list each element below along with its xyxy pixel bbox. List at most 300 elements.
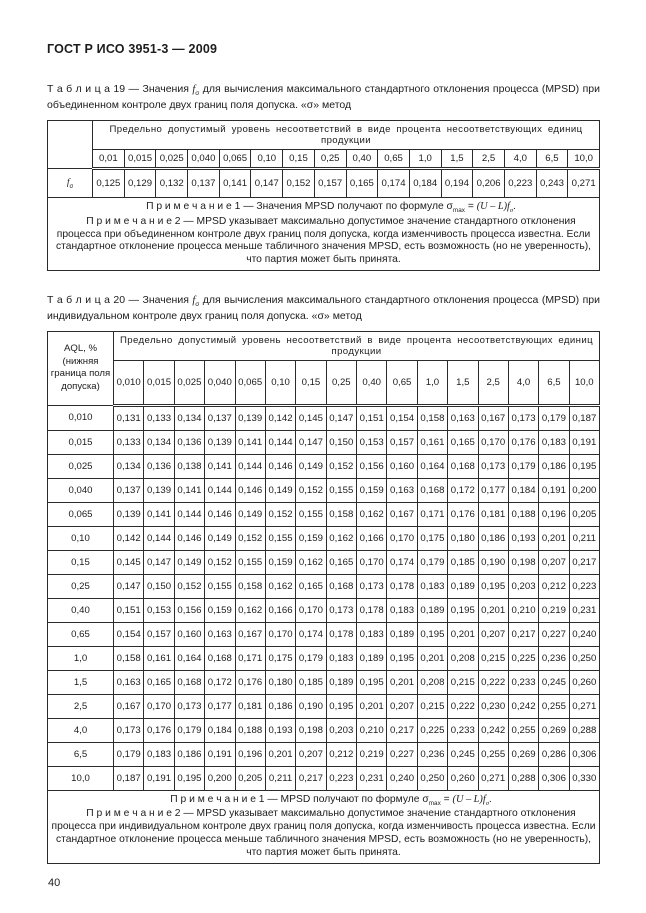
table-cell: 0,139 bbox=[235, 405, 265, 430]
table20-notes-row bbox=[48, 790, 600, 863]
table-cell: 0,183 bbox=[357, 622, 387, 646]
table-cell: 0,260 bbox=[448, 766, 478, 790]
table-cell: 0,175 bbox=[265, 646, 295, 670]
table-cell: 0,193 bbox=[508, 526, 538, 550]
table-cell: 0,152 bbox=[265, 502, 295, 526]
table-cell: 0,146 bbox=[174, 526, 204, 550]
table-cell: 0,147 bbox=[326, 405, 356, 430]
table-cell: 0,255 bbox=[478, 742, 508, 766]
table-cell: 0,146 bbox=[205, 502, 235, 526]
table-cell: 0,167 bbox=[114, 694, 144, 718]
table-cell: 0,240 bbox=[569, 622, 599, 646]
table19-notes-row bbox=[48, 198, 600, 271]
table20-body bbox=[48, 405, 600, 790]
table-cell: 0,149 bbox=[205, 526, 235, 550]
table-cell: 0,162 bbox=[235, 598, 265, 622]
table-cell: 0,156 bbox=[174, 598, 204, 622]
table-cell: 0,154 bbox=[387, 405, 417, 430]
table-cell: 0,223 bbox=[569, 574, 599, 598]
table-cell: 0,152 bbox=[235, 526, 265, 550]
table-cell: 0,131 bbox=[114, 405, 144, 430]
table-cell: 0,179 bbox=[296, 646, 326, 670]
column-header: 0,065 bbox=[219, 149, 251, 168]
table-cell: 0,236 bbox=[417, 742, 447, 766]
table-cell: 0,164 bbox=[417, 454, 447, 478]
table-cell: 0,160 bbox=[387, 454, 417, 478]
table-cell: 0,217 bbox=[387, 718, 417, 742]
table-cell: 0,171 bbox=[417, 502, 447, 526]
note2-label: П р и м е ч а н и е 2 bbox=[86, 808, 181, 820]
table-cell: 0,173 bbox=[357, 574, 387, 598]
table-cell: 0,187 bbox=[114, 766, 144, 790]
table-cell: 0,147 bbox=[251, 168, 283, 198]
table-cell: 0,159 bbox=[357, 478, 387, 502]
table-cell: 0,225 bbox=[508, 646, 538, 670]
table-cell: 0,170 bbox=[357, 550, 387, 574]
table-cell: 0,179 bbox=[174, 718, 204, 742]
table-cell: 0,141 bbox=[205, 454, 235, 478]
table-cell: 0,162 bbox=[265, 574, 295, 598]
mpsd-formula: $\sigma_{max} = (U - L)f_\sigma$. bbox=[422, 793, 492, 808]
table-cell: 0,208 bbox=[417, 670, 447, 694]
table-cell: 0,243 bbox=[536, 168, 568, 198]
table-row bbox=[48, 405, 600, 430]
table-cell: 0,144 bbox=[265, 430, 295, 454]
table-cell: 0,255 bbox=[508, 718, 538, 742]
table-cell: 0,288 bbox=[569, 718, 599, 742]
table-cell: 0,133 bbox=[114, 430, 144, 454]
table-cell: 0,138 bbox=[174, 454, 204, 478]
table-cell: 0,195 bbox=[417, 622, 447, 646]
table-cell: 0,152 bbox=[205, 550, 235, 574]
table-cell: 0,190 bbox=[296, 694, 326, 718]
table-cell: 0,176 bbox=[235, 670, 265, 694]
table-cell: 0,189 bbox=[357, 646, 387, 670]
column-header: 6,5 bbox=[539, 360, 569, 405]
table-cell: 0,177 bbox=[205, 694, 235, 718]
table20-caption-label: Т а б л и ц а 20 — Значения bbox=[47, 294, 193, 307]
table-cell: 0,147 bbox=[144, 550, 174, 574]
aql-value: 1,5 bbox=[48, 670, 114, 694]
table-cell: 0,206 bbox=[473, 168, 505, 198]
table-cell: 0,157 bbox=[144, 622, 174, 646]
table-cell: 0,165 bbox=[346, 168, 378, 198]
table-row bbox=[48, 694, 600, 718]
table-cell: 0,217 bbox=[508, 622, 538, 646]
table-cell: 0,177 bbox=[478, 478, 508, 502]
table-row bbox=[48, 478, 600, 502]
table-cell: 0,142 bbox=[265, 405, 295, 430]
table-cell: 0,188 bbox=[235, 718, 265, 742]
table-cell: 0,201 bbox=[265, 742, 295, 766]
table-cell: 0,210 bbox=[508, 598, 538, 622]
aql-value: 0,15 bbox=[48, 550, 114, 574]
table-cell: 0,174 bbox=[378, 168, 410, 198]
table19-caption-text: для вычисления максимального стандартного отклонения процесса (MPSD) при объединенном контроле двух границ поля допуска. «σ» метод bbox=[47, 83, 601, 111]
column-header: 10,0 bbox=[569, 360, 599, 405]
table-cell: 0,155 bbox=[205, 574, 235, 598]
table-cell: 0,176 bbox=[448, 502, 478, 526]
table-cell: 0,219 bbox=[357, 742, 387, 766]
table-cell: 0,288 bbox=[508, 766, 538, 790]
table-cell: 0,137 bbox=[205, 405, 235, 430]
table-cell: 0,158 bbox=[326, 502, 356, 526]
column-header: 10,0 bbox=[568, 149, 600, 168]
table-cell: 0,136 bbox=[144, 454, 174, 478]
table-cell: 0,153 bbox=[144, 598, 174, 622]
aql-value: 6,5 bbox=[48, 742, 114, 766]
table-cell: 0,186 bbox=[174, 742, 204, 766]
table-cell: 0,306 bbox=[539, 766, 569, 790]
table-cell: 0,215 bbox=[417, 694, 447, 718]
table-cell: 0,212 bbox=[326, 742, 356, 766]
table-cell: 0,227 bbox=[539, 622, 569, 646]
table-cell: 0,137 bbox=[114, 478, 144, 502]
table-cell: 0,196 bbox=[235, 742, 265, 766]
table-cell: 0,286 bbox=[539, 742, 569, 766]
f-sigma-subscript: σ bbox=[195, 90, 200, 98]
table-cell: 0,183 bbox=[387, 598, 417, 622]
table-row bbox=[48, 502, 600, 526]
table-cell: 0,330 bbox=[569, 766, 599, 790]
table-cell: 0,260 bbox=[569, 670, 599, 694]
table-cell: 0,271 bbox=[568, 168, 600, 198]
table-cell: 0,170 bbox=[478, 430, 508, 454]
table-cell: 0,212 bbox=[539, 574, 569, 598]
table-cell: 0,152 bbox=[174, 574, 204, 598]
table-cell: 0,163 bbox=[114, 670, 144, 694]
column-header: 0,25 bbox=[314, 149, 346, 168]
table-cell: 0,170 bbox=[144, 694, 174, 718]
table-row bbox=[48, 742, 600, 766]
table-cell: 0,195 bbox=[357, 670, 387, 694]
table-cell: 0,200 bbox=[569, 478, 599, 502]
table-row bbox=[48, 574, 600, 598]
f-symbol: f bbox=[66, 176, 70, 188]
table-cell: 0,207 bbox=[296, 742, 326, 766]
table-row bbox=[48, 670, 600, 694]
note1-text: — MPSD получают по формуле bbox=[264, 793, 423, 805]
table-cell: 0,168 bbox=[174, 670, 204, 694]
table-cell: 0,205 bbox=[569, 502, 599, 526]
column-header: 0,040 bbox=[205, 360, 235, 405]
table20-span-header-row bbox=[48, 331, 600, 360]
table-cell: 0,271 bbox=[569, 694, 599, 718]
table-cell: 0,195 bbox=[569, 454, 599, 478]
table-cell: 0,219 bbox=[539, 598, 569, 622]
table-cell: 0,132 bbox=[156, 168, 188, 198]
table-cell: 0,179 bbox=[539, 405, 569, 430]
table-cell: 0,189 bbox=[417, 598, 447, 622]
column-header: 1,5 bbox=[441, 149, 473, 168]
table-cell: 0,269 bbox=[539, 718, 569, 742]
column-header: 0,65 bbox=[378, 149, 410, 168]
table-cell: 0,150 bbox=[144, 574, 174, 598]
table-cell: 0,158 bbox=[417, 405, 447, 430]
note2-label: П р и м е ч а н и е 2 bbox=[86, 215, 181, 227]
table-cell: 0,215 bbox=[448, 670, 478, 694]
aql-value: 0,40 bbox=[48, 598, 114, 622]
table-cell: 0,198 bbox=[508, 550, 538, 574]
table-cell: 0,183 bbox=[417, 574, 447, 598]
table-cell: 0,207 bbox=[539, 550, 569, 574]
table-cell: 0,164 bbox=[174, 646, 204, 670]
column-header: 0,015 bbox=[144, 360, 174, 405]
column-header: 0,025 bbox=[156, 149, 188, 168]
table-cell: 0,180 bbox=[448, 526, 478, 550]
f-sigma-subscript: σ bbox=[195, 301, 200, 309]
aql-value: 0,065 bbox=[48, 502, 114, 526]
table-cell: 0,136 bbox=[174, 430, 204, 454]
table-cell: 0,240 bbox=[387, 766, 417, 790]
table-cell: 0,159 bbox=[296, 526, 326, 550]
table-cell: 0,184 bbox=[508, 478, 538, 502]
table-cell: 0,162 bbox=[357, 502, 387, 526]
table-cell: 0,230 bbox=[478, 694, 508, 718]
table20-caption bbox=[47, 294, 600, 324]
table-cell: 0,222 bbox=[448, 694, 478, 718]
table-cell: 0,207 bbox=[387, 694, 417, 718]
aql-value: 4,0 bbox=[48, 718, 114, 742]
column-header: 0,025 bbox=[174, 360, 204, 405]
table-cell: 0,222 bbox=[478, 670, 508, 694]
note2-text: — MPSD указывает максимально допустимое значение стандартного отклонения процесса при индивидуальном контроле двух границ поля допуска, когда изменчивость процесса известна. Если стандартное отклонение процесса меньше табличного значения MPSD, есть возможность (но не уверенность), что партия может быть принята. bbox=[51, 808, 596, 858]
column-header: 0,15 bbox=[296, 360, 326, 405]
table-cell: 0,191 bbox=[205, 742, 235, 766]
table-cell: 0,198 bbox=[296, 718, 326, 742]
table-cell: 0,223 bbox=[326, 766, 356, 790]
table-cell: 0,134 bbox=[144, 430, 174, 454]
mpsd-formula: $\sigma_{max} = (U - L)f_\sigma$. bbox=[446, 201, 516, 215]
table-row bbox=[48, 646, 600, 670]
table-cell: 0,134 bbox=[174, 405, 204, 430]
table20-note-1 bbox=[48, 794, 599, 808]
table-cell: 0,173 bbox=[174, 694, 204, 718]
table-cell: 0,189 bbox=[448, 574, 478, 598]
table-cell: 0,160 bbox=[174, 622, 204, 646]
table-cell: 0,178 bbox=[326, 622, 356, 646]
table20-column-header-row bbox=[48, 360, 600, 405]
table-cell: 0,145 bbox=[296, 405, 326, 430]
table19-caption-label: Т а б л и ц а 19 — Значения bbox=[47, 83, 193, 95]
table19-column-header-row bbox=[48, 149, 600, 168]
aql-value: 10,0 bbox=[48, 766, 114, 790]
table-cell: 0,245 bbox=[539, 670, 569, 694]
table-cell: 0,180 bbox=[265, 670, 295, 694]
table-cell: 0,178 bbox=[387, 574, 417, 598]
table-cell: 0,190 bbox=[478, 550, 508, 574]
table-cell: 0,165 bbox=[296, 574, 326, 598]
table-cell: 0,144 bbox=[205, 478, 235, 502]
table-cell: 0,147 bbox=[296, 430, 326, 454]
table-row bbox=[48, 526, 600, 550]
table-row bbox=[48, 718, 600, 742]
aql-value: 0,10 bbox=[48, 526, 114, 550]
table-cell: 0,201 bbox=[357, 694, 387, 718]
table19-notes bbox=[48, 198, 600, 271]
table-cell: 0,139 bbox=[114, 502, 144, 526]
aql-value: 0,65 bbox=[48, 622, 114, 646]
table-cell: 0,201 bbox=[417, 646, 447, 670]
aql-value: 0,015 bbox=[48, 430, 114, 454]
table-cell: 0,141 bbox=[174, 478, 204, 502]
table-cell: 0,133 bbox=[144, 405, 174, 430]
table-cell: 0,168 bbox=[417, 478, 447, 502]
table-cell: 0,225 bbox=[417, 718, 447, 742]
note1-label: П р и м е ч а н и е 1 bbox=[146, 201, 241, 213]
table-row bbox=[48, 622, 600, 646]
table-cell: 0,149 bbox=[265, 478, 295, 502]
column-header: 0,01 bbox=[93, 149, 125, 168]
table-cell: 0,134 bbox=[114, 454, 144, 478]
table-cell: 0,236 bbox=[539, 646, 569, 670]
f-sigma-symbol: f bbox=[192, 84, 196, 95]
table-cell: 0,176 bbox=[508, 430, 538, 454]
table-cell: 0,208 bbox=[448, 646, 478, 670]
table-cell: 0,150 bbox=[326, 430, 356, 454]
table-cell: 0,147 bbox=[114, 574, 144, 598]
column-header: 0,15 bbox=[283, 149, 315, 168]
table-cell: 0,163 bbox=[448, 405, 478, 430]
table-cell: 0,173 bbox=[508, 405, 538, 430]
table-cell: 0,205 bbox=[235, 766, 265, 790]
table19-span-header: Предельно допустимый уровень несоответствий в виде процента несоответствующих единиц продукции bbox=[93, 120, 600, 149]
table-cell: 0,168 bbox=[326, 574, 356, 598]
aql-value: 0,010 bbox=[48, 405, 114, 430]
table-cell: 0,145 bbox=[114, 550, 144, 574]
column-header: 6,5 bbox=[536, 149, 568, 168]
table-cell: 0,193 bbox=[265, 718, 295, 742]
table-cell: 0,144 bbox=[144, 526, 174, 550]
table-cell: 0,183 bbox=[326, 646, 356, 670]
table-cell: 0,153 bbox=[357, 430, 387, 454]
table19-caption bbox=[47, 83, 600, 113]
table-cell: 0,175 bbox=[417, 526, 447, 550]
table20-notes bbox=[48, 790, 600, 863]
table-cell: 0,217 bbox=[296, 766, 326, 790]
table-cell: 0,146 bbox=[235, 478, 265, 502]
table-cell: 0,191 bbox=[144, 766, 174, 790]
table-cell: 0,159 bbox=[265, 550, 295, 574]
table-cell: 0,158 bbox=[114, 646, 144, 670]
table-cell: 0,151 bbox=[357, 405, 387, 430]
table-cell: 0,139 bbox=[205, 430, 235, 454]
table-cell: 0,165 bbox=[144, 670, 174, 694]
column-header: 1,5 bbox=[448, 360, 478, 405]
table-cell: 0,167 bbox=[478, 405, 508, 430]
table-cell: 0,141 bbox=[219, 168, 251, 198]
column-header: 0,065 bbox=[235, 360, 265, 405]
column-header: 4,0 bbox=[504, 149, 536, 168]
table-cell: 0,200 bbox=[205, 766, 235, 790]
table-cell: 0,155 bbox=[235, 550, 265, 574]
table-cell: 0,223 bbox=[504, 168, 536, 198]
table-cell: 0,173 bbox=[326, 598, 356, 622]
table-cell: 0,203 bbox=[326, 718, 356, 742]
column-header: 1,0 bbox=[417, 360, 447, 405]
table-row bbox=[48, 168, 600, 198]
table-cell: 0,211 bbox=[265, 766, 295, 790]
table-cell: 0,149 bbox=[235, 502, 265, 526]
column-header: 0,40 bbox=[346, 149, 378, 168]
table-cell: 0,137 bbox=[188, 168, 220, 198]
table-cell: 0,201 bbox=[448, 622, 478, 646]
aql-value: 2,5 bbox=[48, 694, 114, 718]
table-cell: 0,141 bbox=[235, 430, 265, 454]
table-cell: 0,146 bbox=[265, 454, 295, 478]
table20-note-2 bbox=[48, 808, 599, 860]
table-cell: 0,178 bbox=[357, 598, 387, 622]
table-cell: 0,189 bbox=[326, 670, 356, 694]
table19-corner-cell bbox=[48, 120, 93, 168]
page-number: 40 bbox=[48, 876, 61, 889]
table-cell: 0,227 bbox=[387, 742, 417, 766]
table-cell: 0,179 bbox=[508, 454, 538, 478]
table-cell: 0,183 bbox=[539, 430, 569, 454]
column-header: 1,0 bbox=[409, 149, 441, 168]
table-cell: 0,179 bbox=[114, 742, 144, 766]
table-cell: 0,158 bbox=[235, 574, 265, 598]
table-cell: 0,149 bbox=[296, 454, 326, 478]
table-cell: 0,186 bbox=[478, 526, 508, 550]
table-cell: 0,250 bbox=[569, 646, 599, 670]
table-cell: 0,173 bbox=[478, 454, 508, 478]
column-header: 0,015 bbox=[124, 149, 156, 168]
table20-span-header: Предельно допустимый уровень несоответствий в виде процента несоответствующих единиц продукции bbox=[114, 331, 600, 360]
table19-note-1 bbox=[48, 201, 599, 215]
table-cell: 0,191 bbox=[569, 430, 599, 454]
table-cell: 0,152 bbox=[296, 478, 326, 502]
table-row bbox=[48, 598, 600, 622]
table20 bbox=[47, 331, 600, 864]
table-cell: 0,188 bbox=[508, 502, 538, 526]
table-cell: 0,162 bbox=[326, 526, 356, 550]
table-cell: 0,242 bbox=[478, 718, 508, 742]
aql-value: 0,25 bbox=[48, 574, 114, 598]
table-cell: 0,144 bbox=[235, 454, 265, 478]
column-header: 0,10 bbox=[265, 360, 295, 405]
table-cell: 0,174 bbox=[387, 550, 417, 574]
table-cell: 0,144 bbox=[174, 502, 204, 526]
column-header: 4,0 bbox=[508, 360, 538, 405]
table-cell: 0,154 bbox=[114, 622, 144, 646]
f-sigma-symbol: f bbox=[192, 295, 196, 307]
column-header: 0,40 bbox=[357, 360, 387, 405]
table-cell: 0,195 bbox=[174, 766, 204, 790]
table-cell: 0,161 bbox=[144, 646, 174, 670]
table-cell: 0,185 bbox=[448, 550, 478, 574]
note1-text: — Значения MPSD получают по формуле bbox=[240, 201, 447, 213]
table-cell: 0,186 bbox=[539, 454, 569, 478]
table-cell: 0,152 bbox=[283, 168, 315, 198]
table-cell: 0,155 bbox=[265, 526, 295, 550]
table-cell: 0,255 bbox=[539, 694, 569, 718]
table-cell: 0,165 bbox=[326, 550, 356, 574]
table-cell: 0,195 bbox=[326, 694, 356, 718]
note2-text: — MPSD указывает максимально допустимое значение стандартного отклонения процесса при объединенном контроле двух границ поля допуска, когда изменчивость процесса известна. Если стандартное отклонение процесса меньше табличного значения MPSD, есть возможность (но не уверенность), что партия может быть принята. bbox=[56, 215, 591, 266]
table-cell: 0,173 bbox=[114, 718, 144, 742]
table-cell: 0,165 bbox=[448, 430, 478, 454]
table-cell: 0,170 bbox=[296, 598, 326, 622]
table-cell: 0,207 bbox=[478, 622, 508, 646]
table-cell: 0,201 bbox=[539, 526, 569, 550]
table-cell: 0,269 bbox=[508, 742, 538, 766]
table-cell: 0,155 bbox=[326, 478, 356, 502]
table-cell: 0,170 bbox=[387, 526, 417, 550]
table-cell: 0,245 bbox=[448, 742, 478, 766]
table-cell: 0,172 bbox=[448, 478, 478, 502]
table-cell: 0,187 bbox=[569, 405, 599, 430]
